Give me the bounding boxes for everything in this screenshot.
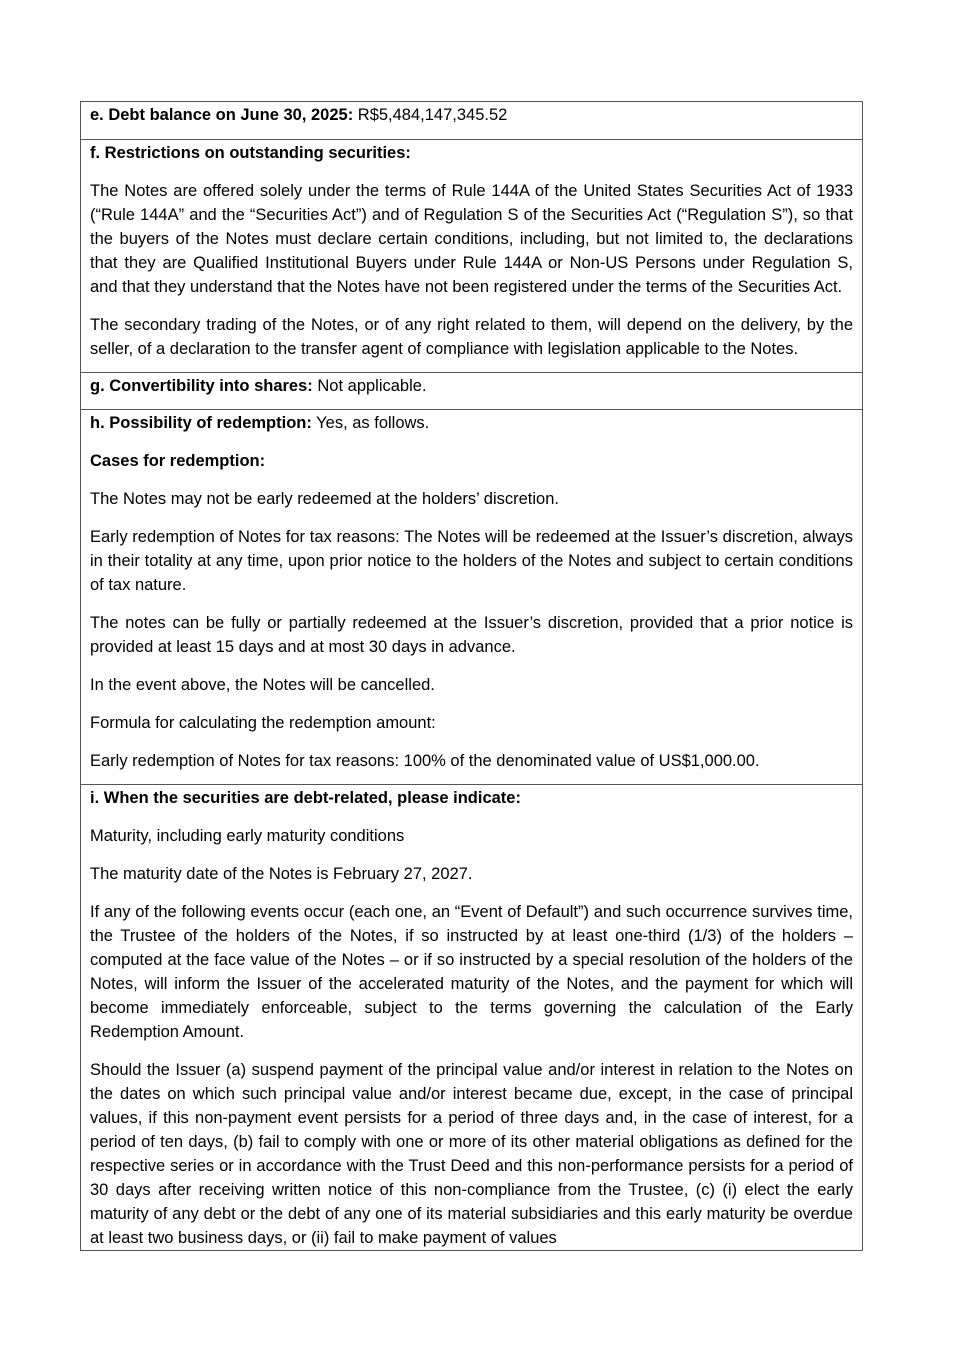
redemption-paragraph-3: The notes can be fully or partially redeemed at the Issuer’s discretion, provided that a prior notice is provided at least 15 days and at most 30 days in advance. bbox=[90, 614, 853, 656]
debt-balance-value: R$5,484,147,345.52 bbox=[353, 106, 508, 124]
restrictions-paragraph-1: The Notes are offered solely under the terms of Rule 144A of the United States Securities Act of 1933 (“Rule 144A” and the “Securities Act”) and of Regulation S of the Securities Act (“Regulation S”), so that the buyers of the Notes must declare certain conditions, including, but not limited to, the declarations that they are Qualified Institutional Buyers under Rule 144A or Non-US Persons under Regulation S, and that they understand that the Notes have not been registered under the terms of the Securities Act. bbox=[90, 182, 853, 296]
restrictions-paragraph-2: The secondary trading of the Notes, or of any right related to them, will depend on the delivery, by the seller, of a declaration to the transfer agent of compliance with legislation applicable to the Notes. bbox=[90, 316, 853, 358]
cases-heading bbox=[90, 448, 853, 473]
row-debt-balance bbox=[81, 102, 862, 139]
debt-related-paragraph-2: The maturity date of the Notes is February 27, 2027. bbox=[90, 865, 473, 883]
restrictions-label: f. Restrictions on outstanding securities: bbox=[90, 144, 411, 162]
redemption-line bbox=[90, 410, 853, 435]
restrictions-heading bbox=[90, 140, 853, 165]
debt-balance-label: e. Debt balance on June 30, 2025: bbox=[90, 106, 354, 124]
debt-related-label: i. When the securities are debt-related, please indicate: bbox=[90, 789, 521, 807]
debt-related-paragraph-4: Should the Issuer (a) suspend payment of the principal value and/or interest in relation to the Notes on the dates on which such principal value and/or interest became due, except, in the case of principal values, if this non-payment event persists for a period of three days and, in the case of interest, for a period of ten days, (b) fail to comply with one or more of its other material obligations as defined for the respective series or in accordance with the Trust Deed and this non-performance persists for a period of 30 days after receiving written notice of this non-compliance from the Trustee, (c) (i) elect the early maturity of any debt or the debt of any one of its material subsidiaries and this early maturity be overdue at least two business days, or (ii) fail to make payment of values bbox=[90, 1061, 853, 1247]
redemption-value: Yes, as follows. bbox=[311, 414, 430, 432]
debt-balance-line bbox=[90, 102, 853, 139]
disclosure-table bbox=[80, 101, 863, 1251]
convertibility-value: Not applicable. bbox=[312, 377, 427, 395]
debt-related-paragraph-1: Maturity, including early maturity conditions bbox=[90, 827, 405, 845]
redemption-paragraph-1: The Notes may not be early redeemed at the holders’ discretion. bbox=[90, 490, 559, 508]
row-redemption bbox=[81, 409, 862, 784]
row-restrictions bbox=[81, 139, 862, 372]
debt-related-heading bbox=[90, 785, 853, 810]
convertibility-label: g. Convertibility into shares: bbox=[90, 377, 313, 395]
redemption-label: h. Possibility of redemption: bbox=[90, 414, 312, 432]
redemption-paragraph-6: Early redemption of Notes for tax reasons: 100% of the denominated value of US$1,000.00. bbox=[90, 752, 760, 770]
row-convertibility bbox=[81, 372, 862, 409]
redemption-paragraph-5: Formula for calculating the redemption amount: bbox=[90, 714, 436, 732]
cases-label: Cases for redemption: bbox=[90, 452, 266, 470]
row-debt-related bbox=[81, 784, 862, 1250]
convertibility-line bbox=[90, 373, 853, 409]
debt-related-paragraph-3: If any of the following events occur (each one, an “Event of Default”) and such occurrence survives time, the Trustee of the holders of the Notes, if so instructed by at least one-third (1/3) of the holders – computed at the face value of the Notes – or if so instructed by a special resolution of the holders of the Notes, will inform the Issuer of the accelerated maturity of the Notes, and the payment for which will become immediately enforceable, subject to the terms governing the calculation of the Early Redemption Amount. bbox=[90, 903, 853, 1041]
redemption-paragraph-4: In the event above, the Notes will be cancelled. bbox=[90, 676, 435, 694]
redemption-paragraph-2: Early redemption of Notes for tax reasons: The Notes will be redeemed at the Issuer’s discretion, always in their totality at any time, upon prior notice to the holders of the Notes and subject to certain conditions of tax nature. bbox=[90, 528, 853, 594]
